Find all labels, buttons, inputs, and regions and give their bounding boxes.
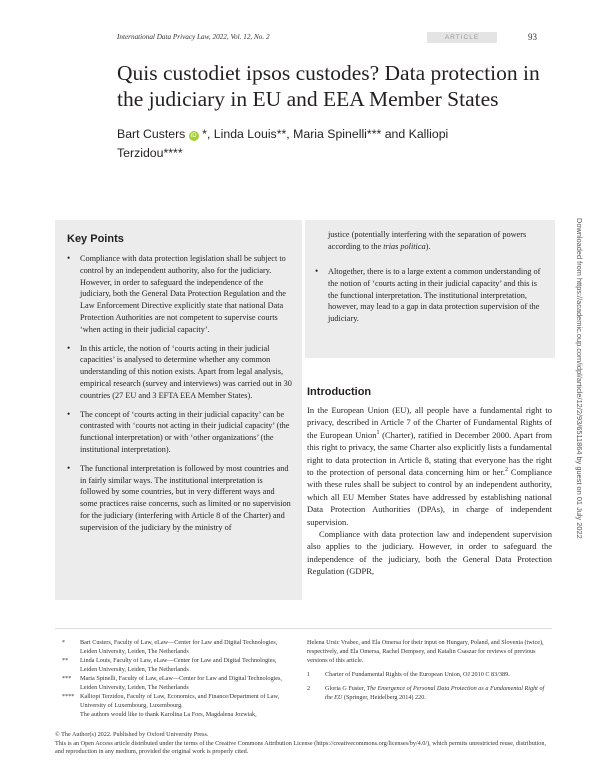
acknowledgement-start: The authors would like to thank Karolina La Fors, Magdalena Jozwiak, [80,711,257,718]
author-footnote: * Bart Custers, Faculty of Law, eLaw—Center for Law and Digital Technologies, Leiden University, Leiden, The Netherlands [62,639,278,655]
footnote-ref[interactable]: 1 [376,429,380,436]
journal-citation: International Data Privacy Law, 2022, Vol. 12, No. 2 [117,33,270,41]
footnotes-left [62,638,294,719]
key-points-list-continued [315,266,549,332]
trias-politica-term: trias politica [383,241,426,251]
author-rest: *, Linda Louis**, Maria Spinelli*** and Kalliopi Terzidou**** [117,127,449,160]
key-point-item: • The functional interpretation is followed by most countries and in fairly similar ways. The institutional interpretation is followed by some countries, but in very different ways and some practices raise concerns, such as limited or no supervision for the judiciary (interfering with Article 8 of the Charter) and supervision of the judiciary by the ministry of [67,463,292,534]
key-points-list [67,253,292,541]
footnotes-right [307,638,552,702]
article-type-badge: ARTICLE [427,32,497,43]
key-point-continuation: justice (potentially interfering with the separation of powers according to the trias politica). [328,230,527,251]
orcid-icon[interactable]: iD [189,131,199,141]
article-title: Quis custodiet ipsos custodes? Data protection in the judiciary in EU and EEA Member States [117,61,540,111]
author-footnote: **** Kalliopi Terzidou, Faculty of Law, Economics, and Finance/Department of Law, University of Luxembourg, Luxembourg. [62,693,280,709]
key-point-item: • Compliance with data protection legislation shall be subject to control by an independent authority, also for the judiciary. However, in order to safeguard the independence of the judiciary, both the General Data Protection Regulation and the Law Enforcement Directive explicitly state that national Data Protection Authorities are not competent to supervise courts ‘when acting in their judicial capacity’. [67,253,292,336]
copyright-notice [55,731,555,757]
key-points-heading: Key Points [67,233,124,245]
footnote-divider [55,628,552,629]
key-point-item: • The concept of ‘courts acting in their judicial capacity’ can be contrasted with ‘courts not acting in their judicial capacity’ (the functional interpretation) or with ‘other organizations’ (the institutional interpretation). [67,409,292,456]
copyright-line: © The Author(s) 2022. Published by Oxford University Press. [55,731,209,738]
footnote-2: 2 Gloria G Fuster, The Emergence of Personal Data Protection as a Fundamental Right of the EU (Springer, Heidelberg 2014) 220. [307,685,545,701]
download-note: Downloaded from https://academic.oup.com/idpl/article/12/2/93/6511864 by guest on 01 July 2022 [575,218,584,539]
introduction-body [307,404,552,578]
license-text: This is an Open Access article distributed under the terms of the Creative Commons Attribution License (https://creativecommons.org/licenses/by/4.0/), which permits unrestricted reuse, distribution, and reproduction in any medium, provided the original work is properly cited. [55,739,546,756]
intro-paragraph: In the European Union (EU), all people have a fundamental right to privacy, described in Article 7 of the Charter of Fundamental Rights of the European Union$^1$ (Charter), ratified in December 2000. Apart from this right to privacy, the same Charter also explicitly lists a fundamental right to data protection in Article 8, stating that everyone has the right to the protection of personal data concerning him or her.$^2$ Compliance with these rules shall be subject to control by an independent authority, which all EU Member States have addressed by establishing national Data Protection Authorities (DPAs), in charge of independent supervision. [307,405,552,527]
intro-paragraph: Compliance with data protection law and independent supervision also applies to the judiciary. However, in order to safeguard the independence of the judiciary, both the General Data Protection Regulation (GDPR, [307,529,552,577]
page-number: 93 [528,32,537,42]
author-footnote: *** Maria Spinelli, Faculty of Law, eLaw—Center for Law and Digital Technologies, Leiden University, Leiden, The Netherlands [62,675,282,691]
author-list [117,125,517,163]
key-point-item: • In this article, the notion of ‘courts acting in their judicial capacities’ is analysed to determine whether any common understanding of this notion exists. Apart from legal analysis, empirical research (survey and interviews) was carried out in 30 countries (27 EU and 3 EFTA EEA Member States). [67,343,292,402]
author-first: Bart Custers [117,127,186,141]
author-footnote: ** Linda Louis, Faculty of Law, eLaw—Center for Law and Digital Technologies, Leiden University, Leiden, The Netherlands [62,657,277,673]
download-watermark [575,218,594,758]
key-point-item: • Altogether, there is to a large extent a common understanding of the notion of ‘courts acting in their judicial capacity’ and this is the functional interpretation. The institutional interpretation, however, may lead to a gap in data protection supervision of the judiciary. [315,266,549,325]
introduction-heading: Introduction [307,386,372,398]
footnote-ref[interactable]: 2 [505,467,509,474]
acknowledgement-continued: Helena Ursic Vrabec, and Ela Omersa for their input on Hungary, Poland, and Slovenia (twice), respectively, and Ela Omersa, Rachel Dempsey, and Katalin Csaszar for reviews of previous versions of this article. [307,639,544,664]
footnote-1: 1 Charter of Fundamental Rights of the European Union, OJ 2010 C 83/389. [307,671,510,678]
